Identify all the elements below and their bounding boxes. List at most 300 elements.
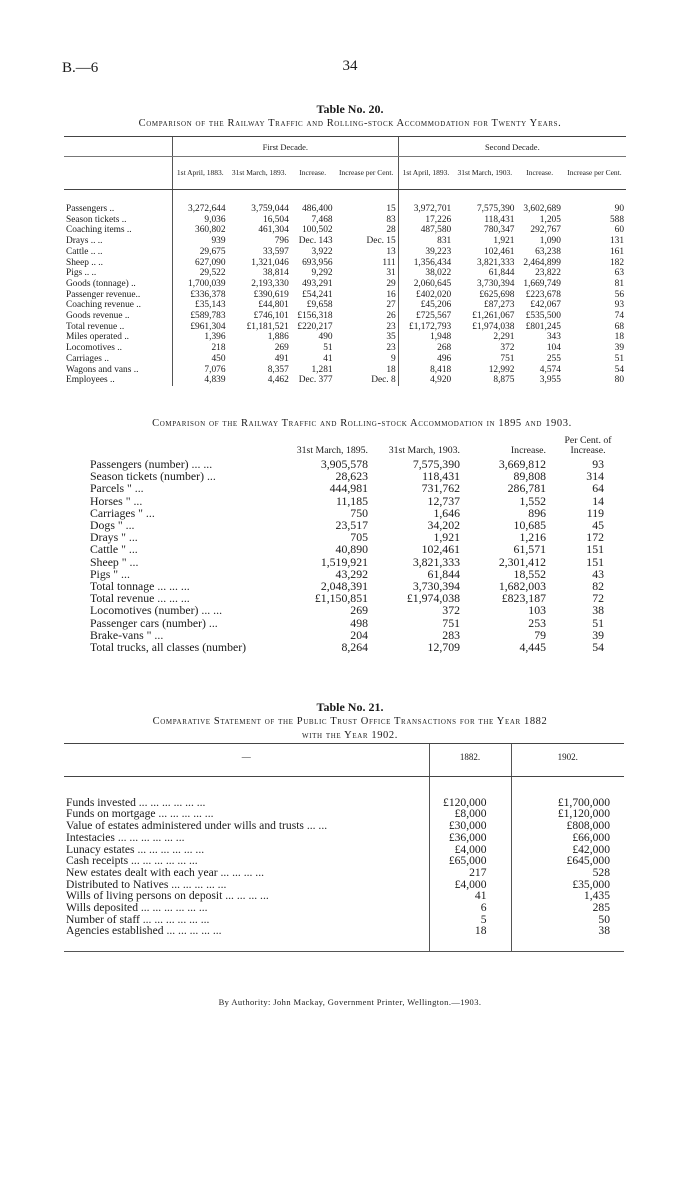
table-cell: £1,700,000 xyxy=(511,797,624,809)
table-cell: 8,875 xyxy=(493,375,515,386)
table-cell: 7,575,390 xyxy=(476,204,515,214)
table-cell: 1,216 xyxy=(519,530,546,545)
table-cell: 103 xyxy=(528,603,546,618)
table-cell: £1,150,851 xyxy=(314,591,368,606)
table-cell: 64 xyxy=(592,481,604,496)
table-cell: 286,781 xyxy=(507,481,546,496)
table-cell: 360,802 xyxy=(173,225,228,236)
table-cell: 780,347 xyxy=(484,225,515,236)
column-header: Per Cent. of Increase. xyxy=(564,435,612,456)
table-row xyxy=(64,258,626,269)
table-cell: £1,181,521 xyxy=(246,321,289,332)
table-row xyxy=(64,902,624,914)
table-cell: £589,783 xyxy=(173,311,228,322)
row-label: Coaching revenue .. xyxy=(66,300,141,311)
row-label: Cash receipts ... ... ... ... ... ... xyxy=(66,854,198,868)
table-cell: 269 xyxy=(274,343,289,354)
table-cell: 731,762 xyxy=(421,481,460,496)
table-cell: 61,844 xyxy=(427,566,460,581)
row-label: Passengers (number) ... ... xyxy=(90,457,213,471)
table-cell: 4,462 xyxy=(267,375,289,386)
table-cell: 31 xyxy=(386,268,396,279)
table-cell: Dec. 8 xyxy=(371,375,396,386)
column-header: Increase. xyxy=(291,157,335,190)
row-label: Wills of living persons on deposit ... ... ... ... xyxy=(66,889,269,903)
table-cell: 104 xyxy=(546,343,561,354)
table-row xyxy=(64,311,626,322)
table-cell: 56 xyxy=(614,289,624,300)
table-cell: 17,226 xyxy=(398,215,453,226)
row-label: Brake-vans " ... xyxy=(90,627,164,642)
table-cell: 16 xyxy=(386,289,396,300)
table-cell: £35,143 xyxy=(173,300,228,311)
table-cell: 490 xyxy=(318,332,333,343)
table-cell: 253 xyxy=(528,615,546,630)
table-cell: 23,517 xyxy=(335,518,368,533)
table-cell: 51 xyxy=(323,343,333,354)
row-label: Funds on mortgage ... ... ... ... ... xyxy=(66,807,214,821)
table-cell: £65,000 xyxy=(429,855,511,867)
second-decade-header: Second Decade. xyxy=(398,137,626,157)
table-cell: 588 xyxy=(609,214,624,225)
table-cell: 3,602,689 xyxy=(523,204,561,214)
table-cell: 38,814 xyxy=(263,268,289,279)
table-cell: 3,759,044 xyxy=(251,204,289,214)
table-cell: £1,974,038 xyxy=(472,321,515,332)
table-cell: 23 xyxy=(386,343,396,354)
table-cell: £746,101 xyxy=(253,311,289,322)
table-cell: 1,205 xyxy=(539,214,561,225)
table-cell: 15 xyxy=(386,204,396,214)
table-cell: 2,193,330 xyxy=(251,278,289,289)
table-cell: 6 xyxy=(429,902,511,914)
table-cell: £390,619 xyxy=(253,289,289,300)
table-cell: 372 xyxy=(500,343,515,354)
table-cell: 82 xyxy=(592,579,604,594)
table-1895-1903 xyxy=(90,436,630,653)
table-cell: 486,400 xyxy=(302,204,333,214)
table-cell: 4,839 xyxy=(173,375,228,386)
table-cell: 796 xyxy=(274,236,289,247)
table-cell: 255 xyxy=(546,353,561,364)
table-20-title: Table No. 20. xyxy=(316,102,384,116)
row-label: Parcels " ... xyxy=(90,481,144,496)
table-cell: 444,981 xyxy=(329,481,368,496)
table-cell: 72 xyxy=(592,591,604,606)
table-cell: Dec. 143 xyxy=(298,236,333,247)
table-cell: 8,264 xyxy=(341,640,368,655)
table-row xyxy=(90,604,630,616)
table-row xyxy=(64,215,626,226)
table-cell: Dec. 377 xyxy=(298,375,333,386)
table-cell: 74 xyxy=(614,311,624,322)
row-label: Lunacy estates ... ... ... ... ... ... xyxy=(66,842,205,856)
table-cell: 33,597 xyxy=(263,246,289,257)
table-cell: £44,801 xyxy=(258,300,289,311)
column-header: Increase. xyxy=(510,444,546,456)
table-cell: 102,461 xyxy=(421,542,460,557)
table-cell: £645,000 xyxy=(511,855,624,867)
row-label: Coaching items .. xyxy=(66,225,132,236)
table-cell: 161 xyxy=(609,246,624,257)
row-label: Sheep " ... xyxy=(90,554,139,569)
table-cell: 268 xyxy=(398,343,453,354)
table-cell: 896 xyxy=(528,505,546,520)
table-cell: 450 xyxy=(173,354,228,365)
table-cell: 9,292 xyxy=(311,268,333,279)
table-cell: 111 xyxy=(382,257,396,268)
table-cell: 119 xyxy=(586,505,604,520)
table-cell: 63 xyxy=(614,268,624,279)
table-20-subtitle: Comparison of the Railway Traffic and Rolling-stock Accommodation for Twenty Years. xyxy=(138,118,562,129)
table-cell: 1,646 xyxy=(433,505,460,520)
table-cell: 4,445 xyxy=(519,640,546,655)
table-cell: 491 xyxy=(274,353,289,364)
table-21-subtitle-2: with the Year 1902. xyxy=(302,730,398,741)
table-cell: 4,574 xyxy=(539,364,561,375)
row-label: Pigs .. .. xyxy=(66,268,97,279)
table-row xyxy=(64,247,626,258)
table-cell: 79 xyxy=(534,627,546,642)
table-cell: 83 xyxy=(386,214,396,225)
table-cell: 18 xyxy=(614,332,624,343)
table-cell: 61,571 xyxy=(513,542,546,557)
table-cell: 34,202 xyxy=(427,518,460,533)
row-label: Passenger revenue.. xyxy=(66,289,141,300)
table-cell: 118,431 xyxy=(422,469,460,484)
table-cell: 487,580 xyxy=(398,225,453,236)
table-cell: 29,675 xyxy=(173,247,228,258)
table-cell: 10,685 xyxy=(513,518,546,533)
table-cell: 750 xyxy=(350,505,368,520)
table-cell: 172 xyxy=(586,530,604,545)
table-cell: £220,217 xyxy=(297,321,333,332)
table-cell: 2,291 xyxy=(493,332,515,343)
table-cell: 29 xyxy=(386,278,396,289)
column-header: Increase. xyxy=(516,157,562,190)
table-cell: 1,519,921 xyxy=(320,554,368,569)
table-20 xyxy=(64,136,626,386)
table-cell: 102,461 xyxy=(484,246,515,257)
table-cell: 80 xyxy=(614,375,624,386)
row-label: Sheep .. .. xyxy=(66,257,103,268)
table-cell: 63,238 xyxy=(535,246,561,257)
table-cell: 7,575,390 xyxy=(412,457,460,471)
table-cell: £4,000 xyxy=(429,879,511,891)
row-label: Goods (tonnage) .. xyxy=(66,278,136,289)
table-cell: 292,767 xyxy=(530,225,561,236)
table-cell: 54 xyxy=(614,364,624,375)
table-cell: 29,522 xyxy=(173,268,228,279)
table-row xyxy=(90,495,630,507)
section-code: B.—6 xyxy=(62,60,99,76)
table-cell: 28,623 xyxy=(335,469,368,484)
table-cell: 2,301,412 xyxy=(498,554,546,569)
table-cell: 13 xyxy=(386,246,396,257)
table-cell: 61,844 xyxy=(488,268,515,279)
table-cell: 3,669,812 xyxy=(498,457,546,471)
row-label: Total tonnage ... ... ... xyxy=(90,579,190,594)
table-cell: 218 xyxy=(173,343,228,354)
table-cell: £120,000 xyxy=(429,797,511,809)
table-row xyxy=(64,375,626,386)
row-label: Miles operated .. xyxy=(66,332,130,343)
table-cell: 39 xyxy=(614,343,624,354)
row-label: New estates dealt with each year ... ... ... ... xyxy=(66,865,264,879)
row-label: Locomotives .. xyxy=(66,343,122,354)
table-row xyxy=(64,300,626,311)
table-cell: 35 xyxy=(386,332,396,343)
table-cell: £54,241 xyxy=(302,289,333,300)
table-row xyxy=(64,832,624,844)
table-cell: 751 xyxy=(442,615,460,630)
table-cell: 50 xyxy=(511,914,624,926)
table-cell: 41 xyxy=(429,890,511,902)
row-label: Agencies established ... ... ... ... ... xyxy=(66,924,222,938)
table-cell: 118,431 xyxy=(484,214,515,225)
table-cell: 528 xyxy=(511,867,624,879)
table-cell: 68 xyxy=(614,321,624,332)
table-cell: 3,730,394 xyxy=(476,278,515,289)
table-cell: £1,261,067 xyxy=(472,311,515,322)
row-label: Pigs " ... xyxy=(90,566,130,581)
table-cell: 3,821,333 xyxy=(476,257,515,268)
table-cell: 372 xyxy=(442,603,460,618)
table-row xyxy=(90,617,630,629)
year-1882-header: 1882. xyxy=(429,744,511,777)
table-cell: £336,378 xyxy=(173,290,228,301)
table-cell: 38 xyxy=(511,925,624,937)
table-cell: 705 xyxy=(350,530,368,545)
table-row xyxy=(64,279,626,290)
table-cell: 28 xyxy=(386,225,396,236)
row-label: Carriages " ... xyxy=(90,505,155,520)
row-label: Season tickets .. xyxy=(66,214,127,225)
table-row xyxy=(64,354,626,365)
table-cell: 1,682,003 xyxy=(498,579,546,594)
table-cell: £801,245 xyxy=(525,321,561,332)
table-cell: £1,974,038 xyxy=(406,591,460,606)
table-cell: 43 xyxy=(592,566,604,581)
table-cell: 9 xyxy=(391,353,396,364)
table-cell: 693,956 xyxy=(302,257,333,268)
table-cell: 314 xyxy=(586,469,604,484)
column-header: 31st March, 1893. xyxy=(228,157,291,190)
table-cell: 1,921 xyxy=(493,236,515,247)
table-cell: 23 xyxy=(386,321,396,332)
table-cell: 81 xyxy=(614,278,624,289)
table-cell: 1,281 xyxy=(311,364,333,375)
table-cell: £535,500 xyxy=(525,311,561,322)
table-row xyxy=(64,343,626,354)
row-label: Distributed to Natives ... ... ... ... ... xyxy=(66,877,227,891)
table-cell: £8,000 xyxy=(429,808,511,820)
table-cell: 43,292 xyxy=(335,566,368,581)
table-cell: 18,552 xyxy=(513,566,546,581)
table-cell: £823,187 xyxy=(501,591,546,606)
table-row xyxy=(64,332,626,343)
table-cell: 3,972,701 xyxy=(398,204,453,215)
row-label: Total revenue .. xyxy=(66,321,125,332)
table-cell: Dec. 15 xyxy=(366,236,396,247)
table-cell: 39,223 xyxy=(398,247,453,258)
label-header xyxy=(90,436,280,458)
table-row xyxy=(64,290,626,301)
table-cell: £30,000 xyxy=(429,820,511,832)
table-cell: £402,020 xyxy=(398,290,453,301)
table-row xyxy=(90,641,630,653)
table-cell: 1,700,039 xyxy=(173,279,228,290)
table-cell: 2,464,899 xyxy=(523,257,561,268)
table-cell: £4,000 xyxy=(429,844,511,856)
table-cell: £1,172,793 xyxy=(398,322,453,333)
row-label: Total revenue ... ... ... xyxy=(90,591,190,606)
table-cell: £42,000 xyxy=(511,844,624,856)
table-cell: 2,060,645 xyxy=(398,279,453,290)
table-row xyxy=(64,236,626,247)
dash-header: — xyxy=(64,744,429,777)
comparison-1895-1903-title: Comparison of the Railway Traffic and Rolling-stock Accommodation in 1895 and 1903. xyxy=(152,418,572,429)
table-cell: £36,000 xyxy=(429,832,511,844)
table-cell: 7,468 xyxy=(311,214,333,225)
row-label: Wagons and vans .. xyxy=(66,364,139,375)
label-header xyxy=(64,157,173,190)
table-cell: 3,905,578 xyxy=(320,457,368,471)
table-cell: 151 xyxy=(586,542,604,557)
table-cell: 38 xyxy=(592,603,604,618)
column-header: Increase per Cent. xyxy=(563,157,626,190)
row-label: Total trucks, all classes (number) xyxy=(90,640,247,655)
row-label: Cattle " ... xyxy=(90,542,138,557)
table-cell: 204 xyxy=(350,627,368,642)
table-cell: 40,890 xyxy=(335,542,368,557)
table-cell: 1,321,046 xyxy=(251,257,289,268)
table-row xyxy=(64,925,624,937)
table-cell: 182 xyxy=(609,257,624,268)
table-cell: 343 xyxy=(546,332,561,343)
table-cell: 38,022 xyxy=(398,268,453,279)
table-cell: 7,076 xyxy=(173,365,228,376)
row-label: Employees .. xyxy=(66,375,115,386)
row-label: Horses " ... xyxy=(90,493,143,508)
column-header: 31st March, 1903. xyxy=(453,157,516,190)
year-1902-header: 1902. xyxy=(511,744,624,777)
row-label: Intestacies ... ... ... ... ... ... xyxy=(66,830,185,844)
table-cell: 39 xyxy=(592,627,604,642)
table-cell: 627,090 xyxy=(173,258,228,269)
table-cell: 285 xyxy=(511,902,624,914)
row-label: Drays .. .. xyxy=(66,236,103,247)
table-cell: 3,922 xyxy=(311,246,333,257)
table-row xyxy=(64,322,626,333)
table-cell: 23,822 xyxy=(535,268,561,279)
table-cell: 93 xyxy=(614,300,624,311)
table-cell: 3,272,644 xyxy=(173,204,228,215)
table-cell: 54 xyxy=(592,640,604,655)
table-cell: 1,396 xyxy=(173,332,228,343)
table-cell: 283 xyxy=(442,627,460,642)
table-cell: 496 xyxy=(398,354,453,365)
table-cell: 16,504 xyxy=(263,214,289,225)
table-cell: £9,658 xyxy=(306,300,333,311)
row-label: Locomotives (number) ... ... xyxy=(90,603,223,618)
row-label: Carriages .. xyxy=(66,353,109,364)
table-cell: 14 xyxy=(592,493,604,508)
table-cell: 8,357 xyxy=(267,364,289,375)
table-cell: 151 xyxy=(586,554,604,569)
row-label: Season tickets (number) ... xyxy=(90,469,216,484)
table-cell: 41 xyxy=(323,353,333,364)
table-cell: 1,669,749 xyxy=(523,278,561,289)
table-cell: £87,273 xyxy=(484,300,515,311)
table-cell: £66,000 xyxy=(511,832,624,844)
table-cell: 18 xyxy=(386,364,396,375)
table-cell: 498 xyxy=(350,615,368,630)
table-cell: 751 xyxy=(500,353,515,364)
table-cell: 2,048,391 xyxy=(320,579,368,594)
column-header: 31st March, 1895. xyxy=(296,444,368,456)
table-cell: 12,709 xyxy=(427,640,460,655)
table-cell: 12,992 xyxy=(488,364,515,375)
row-label: Passengers .. xyxy=(66,204,115,214)
table-cell: £961,304 xyxy=(173,322,228,333)
row-label: Passenger cars (number) ... xyxy=(90,615,218,630)
table-cell: 4,920 xyxy=(398,375,453,386)
table-row xyxy=(64,204,626,215)
row-label: Dogs " ... xyxy=(90,518,135,533)
table-cell: 12,737 xyxy=(427,493,460,508)
column-header: 31st March, 1903. xyxy=(388,444,460,456)
table-cell: £808,000 xyxy=(511,820,624,832)
table-cell: 8,418 xyxy=(398,365,453,376)
table-cell: 5 xyxy=(429,914,511,926)
table-cell: £1,120,000 xyxy=(511,808,624,820)
table-cell: 26 xyxy=(386,311,396,322)
table-cell: 90 xyxy=(614,204,624,214)
table-cell: 269 xyxy=(350,603,368,618)
table-cell: 27 xyxy=(386,300,396,311)
row-label: Wills deposited ... ... ... ... ... ... xyxy=(66,901,208,915)
table-cell: 217 xyxy=(429,867,511,879)
table-21-subtitle: Comparative Statement of the Public Trust Office Transactions for the Year 1882 xyxy=(152,716,548,727)
table-cell: £45,206 xyxy=(398,300,453,311)
row-label: Number of staff ... ... ... ... ... ... xyxy=(66,912,210,926)
row-label: Drays " ... xyxy=(90,530,138,545)
column-header: Increase per Cent. xyxy=(335,157,399,190)
table-cell: 93 xyxy=(592,457,604,471)
row-label: Goods revenue .. xyxy=(66,311,130,322)
table-cell: 3,821,333 xyxy=(412,554,460,569)
table-cell: 1,356,434 xyxy=(398,258,453,269)
table-cell: 493,291 xyxy=(302,278,333,289)
table-cell: 9,036 xyxy=(173,215,228,226)
table-cell: £223,678 xyxy=(525,289,561,300)
table-cell: 60 xyxy=(614,225,624,236)
row-label: Value of estates administered under wills and trusts ... ... xyxy=(66,819,328,833)
column-header: 1st April, 1883. xyxy=(173,157,228,190)
table-row xyxy=(90,556,630,568)
table-row xyxy=(90,543,630,555)
table-cell: £35,000 xyxy=(511,879,624,891)
table-cell: 1,435 xyxy=(511,890,624,902)
table-cell: 1,552 xyxy=(519,493,546,508)
table-cell: 831 xyxy=(398,236,453,247)
table-cell: £725,567 xyxy=(398,311,453,322)
table-row xyxy=(64,268,626,279)
table-cell: 89,808 xyxy=(513,469,546,484)
table-cell: 1,948 xyxy=(398,332,453,343)
table-cell: 18 xyxy=(429,925,511,937)
